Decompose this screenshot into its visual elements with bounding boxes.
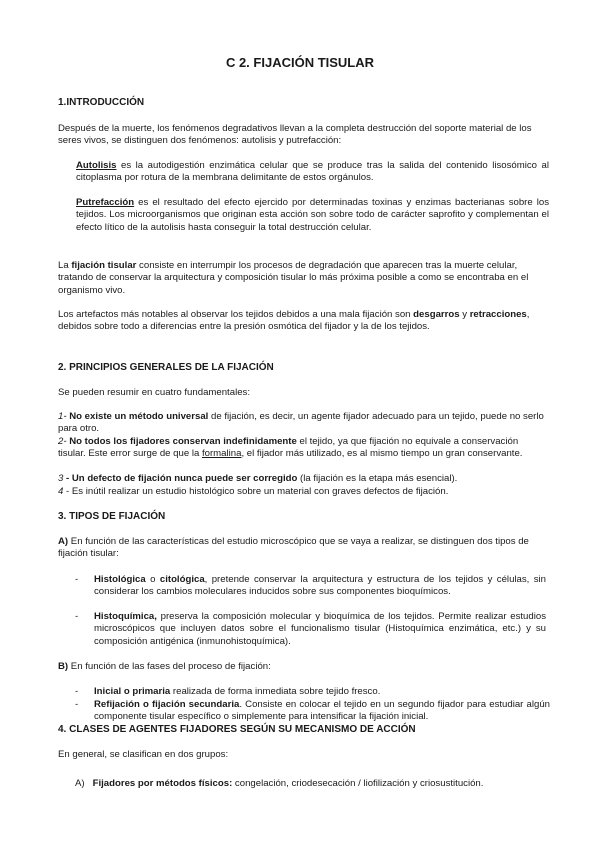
principio-2-bold: No todos los fijadores conservan indefinidamente	[66, 436, 297, 447]
dash-bullet: -	[75, 611, 79, 622]
fijadores-fisicos-term: Fijadores por métodos físicos:	[92, 778, 233, 789]
putrefaccion-text: es el resultado del efecto ejercido por determinadas toxinas y enzimas bacterianas sobre los tejidos. Los microorganismos que originan esta acción son sobre todo de carácter saprofito y complementan el efecto lítico de la autolisis hasta conseguir la total destrucción celular.	[76, 197, 549, 233]
refijacion-item	[94, 699, 550, 724]
refijacion-text: . Consiste en colocar el tejido en un segundo fijador para estudiar algún componente tisular específico o simplemente para intensificar la fijación inicial.	[94, 699, 550, 723]
histologica-term: Histológica	[94, 574, 146, 585]
autolisis-paragraph	[76, 160, 549, 185]
fijacion-paragraph	[58, 260, 549, 297]
principio-1-number: 1-	[58, 411, 67, 422]
tipos-b-paragraph	[58, 661, 544, 673]
fijadores-fisicos-text: congelación, criodesecación / liofilización y criosustitución.	[232, 778, 484, 789]
principio-2-number: 2-	[58, 436, 67, 447]
principio-4	[58, 486, 548, 498]
intro-paragraph	[58, 123, 544, 148]
section-4-heading: 4. CLASES DE AGENTES FIJADORES SEGÚN SU MECANISMO DE ACCIÓN	[58, 724, 416, 735]
putrefaccion-term: Putrefacción	[76, 197, 135, 208]
principio-1-text: de fijación, es decir, un agente fijador adecuado para un tejido, puede no serlo para otro.	[58, 411, 544, 435]
desgarros-term: desgarros	[413, 309, 460, 320]
page-title: C 2. FIJACIÓN TISULAR	[225, 55, 375, 70]
inicial-text: realizada de forma inmediata sobre tejido fresco.	[170, 686, 381, 697]
autolisis-text: es la autodigestión enzimática celular que se produce tras la salida del contenido lisosómico al citoplasma por rotura de la membrana delimitante de estos orgánulos.	[76, 160, 549, 184]
citologica-term: citológica	[159, 574, 205, 585]
section-3-heading: 3. TIPOS DE FIJACIÓN	[58, 511, 166, 522]
formalina-term: formalina	[201, 448, 242, 460]
principio-2-text-a: el tejido, ya que fijación no equivale a conservación tisular. Este error surge de que la	[58, 436, 519, 460]
dash-bullet: -	[75, 699, 79, 710]
tipos-b-label: B)	[58, 661, 69, 672]
fijadores-fisicos-item	[75, 778, 555, 790]
principio-3-number: 3	[58, 473, 64, 484]
principio-2-text-b: , el fijador más utilizado, es al mismo tiempo un gran conservante.	[241, 448, 523, 460]
artefactos-post: , debidos sobre todo a diferencias entre la presión osmótica del fijador y la de los tejidos.	[58, 309, 530, 333]
histoquimica-text: preserva la composición molecular y bioquímica de los tejidos. Permite realizar estudios microscópicos que incluyen datos sobre el funcionalismo tisular (Histoquímica enzimática, etc.) y su composición antigénica (inmunohistoquímica).	[94, 611, 546, 647]
principio-3	[58, 473, 544, 485]
artefactos-paragraph	[58, 309, 549, 334]
histologica-or: o	[145, 574, 160, 585]
principio-4-text: - Es inútil realizar un estudio histológico sobre un material con graves defectos de fijación.	[63, 486, 449, 497]
section-1-heading: 1.INTRODUCCIÓN	[58, 97, 145, 108]
fijacion-term: fijación tisular	[71, 260, 137, 271]
principio-3-bold: - Un defecto de fijación nunca puede ser corregido	[63, 473, 298, 484]
histologica-item	[94, 574, 546, 599]
fijadores-fisicos-label: A)	[75, 778, 85, 789]
putrefaccion-paragraph	[76, 197, 549, 234]
principio-1-bold: No existe un método universal	[66, 411, 209, 422]
tipos-b-text: En función de las fases del proceso de fijación:	[68, 661, 271, 672]
intro-text: Después de la muerte, los fenómenos degradativos llevan a la completa destrucción del soporte material de los seres vivos, se distinguen dos fenómenos: autolisis y putrefacción:	[58, 123, 532, 147]
principio-1	[58, 411, 544, 436]
principio-3-text: (la fijación es la etapa más esencial).	[297, 473, 458, 484]
histoquimica-item	[94, 611, 546, 648]
artefactos-and: y	[459, 309, 470, 320]
principios-intro: Se pueden resumir en cuatro fundamentales:	[58, 387, 250, 398]
inicial-term: Inicial o primaria	[94, 686, 171, 697]
dash-bullet: -	[75, 686, 79, 697]
histoquimica-term: Histoquímica,	[94, 611, 157, 622]
principio-2	[58, 436, 544, 461]
clases-intro: En general, se clasifican en dos grupos:	[58, 749, 229, 760]
retracciones-term: retracciones	[469, 309, 527, 320]
fijacion-pre: La	[58, 260, 72, 271]
tipos-a-paragraph	[58, 536, 544, 561]
histologica-text: , pretende conservar la arquitectura y estructura de los tejidos y células, sin considerar los cambios moleculares inducidos sobre sus componentes bioquímicos.	[94, 574, 546, 598]
tipos-a-text: En función de las características del estudio microscópico que se vaya a realizar, se distinguen dos tipos de fijación tisular:	[58, 536, 529, 560]
fijacion-text: consiste en interrumpir los procesos de degradación que aparecen tras la muerte celular, tratando de conservar la arquitectura y composición tisular lo más próxima posible a como se encontraba en el organismo vivo.	[58, 260, 529, 296]
principio-4-number: 4	[58, 486, 64, 497]
dash-bullet: -	[75, 574, 79, 585]
refijacion-term: Refijación o fijación secundaria	[94, 699, 240, 710]
section-2-heading: 2. PRINCIPIOS GENERALES DE LA FIJACIÓN	[58, 362, 274, 373]
tipos-a-label: A)	[58, 536, 69, 547]
artefactos-pre: Los artefactos más notables al observar los tejidos debidos a una mala fijación son	[58, 309, 414, 320]
autolisis-term: Autolisis	[76, 160, 117, 171]
inicial-item	[94, 686, 546, 698]
